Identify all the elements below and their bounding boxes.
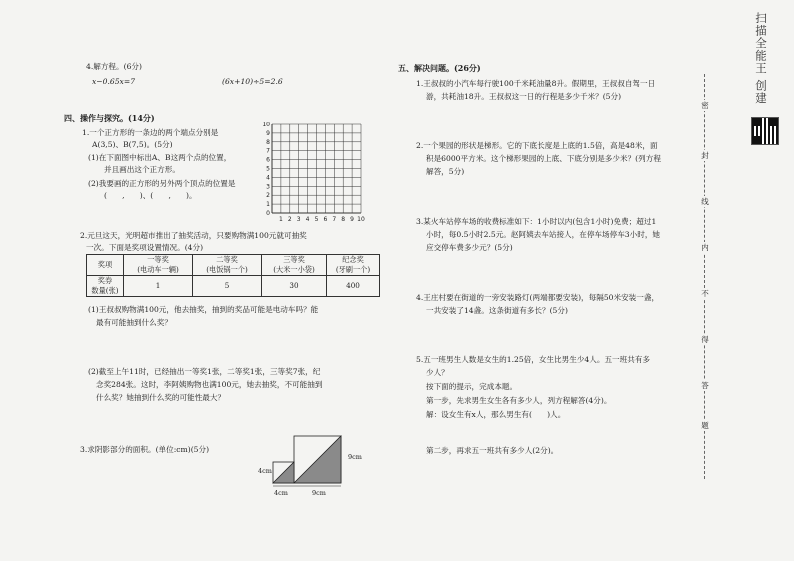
seal-char: 内 — [697, 242, 713, 253]
table-cell: 30 — [262, 276, 327, 297]
grid-y-tick-label: 4 — [266, 174, 270, 182]
q2-sub2-line3: 什么奖？她抽到什么奖的可能性最大？ — [96, 393, 226, 402]
table-cell: 400 — [327, 276, 380, 297]
p1-line2: 游，共耗油18升。王叔叔这一日的行程是多少千米？(5分) — [426, 92, 622, 101]
grid-y-tick-label: 8 — [266, 138, 270, 146]
grid-y-tick-label: 3 — [266, 183, 270, 191]
grid-x-tick-label: 3 — [296, 216, 301, 223]
table-header-cell: 一等奖 (电动车一辆) — [124, 255, 193, 276]
q4-equation-1: x−0.65x=7 — [92, 77, 136, 86]
grid-y-tick-label: 0 — [266, 210, 270, 217]
table-header-cell: 三等奖 (大米一小袋) — [262, 255, 327, 276]
q2-sub1-line2: 最有可能抽到什么奖？ — [96, 318, 172, 327]
table-header-cell: 二等奖 (电饭锅一个) — [193, 255, 262, 276]
seal-char: 得 — [697, 334, 713, 345]
q2-sub2-line1: (2)截至上午11时，已经抽出一等奖1张，二等奖1张，三等奖7张，纪 — [88, 367, 321, 376]
p1-line1: 1.王叔叔的小汽车每行驶100千米耗油量8升。假期里，王叔叔自驾一日 — [416, 79, 656, 88]
grid-y-tick-label: 1 — [266, 201, 270, 209]
grid-y-tick-label: 9 — [266, 129, 270, 137]
grid-y-tick-label: 2 — [266, 192, 270, 200]
p5-line6: 第二步，再求五一班共有多少人(2分)。 — [426, 446, 559, 455]
p5-line1: 5.五一班男生人数是女生的1.25倍，女生比男生少4人。五一班共有多 — [416, 355, 651, 364]
q1-line3: (1)在下面图中标出A、B这两个点的位置， — [88, 153, 232, 162]
p5-line5: 解：设女生有x人，那么男生有( )人。 — [426, 410, 566, 419]
table-header-row — [87, 255, 380, 276]
seal-char: 线 — [697, 196, 713, 207]
table-row — [87, 276, 380, 297]
seal-char: 密 — [697, 100, 713, 111]
grid-y-tick-label: 6 — [266, 156, 270, 164]
seal-char: 封 — [697, 150, 713, 161]
seal-char: 题 — [697, 420, 713, 431]
grid-x-tick-label: 6 — [323, 216, 328, 223]
seal-line — [704, 74, 707, 479]
q3-title: 3.求阴影部分的面积。(单位:cm)(5分) — [80, 445, 210, 454]
q4-equation-2: (6x+10)÷5=2.6 — [222, 77, 283, 86]
q1-line5: (2)我要画的正方形的另外两个顶点的位置是 — [88, 179, 236, 188]
q1-line6: ( , )、( , )。 — [104, 191, 197, 200]
prize-table — [86, 254, 380, 297]
q2-line2: 一次。下面是奖项设置情况。(4分) — [86, 243, 204, 252]
grid-y-tick-label: 7 — [266, 147, 270, 155]
grid-x-tick-label: 9 — [350, 216, 355, 223]
p4-line1: 4.王庄村要在街道的一旁安装路灯(两端都要安装)，每隔50米安装一盏， — [416, 293, 660, 302]
q1-line2: A(3,5)、B(7,5)。(5分) — [92, 140, 173, 149]
p5-line3: 按下面的提示，完成本题。 — [426, 382, 518, 391]
p3-line1: 3.某火车站停车场的收费标准如下：1小时以内(包含1小时)免费；超过1 — [416, 217, 657, 226]
qr-code-icon — [752, 118, 778, 144]
q1-line4: 并且画出这个正方形。 — [104, 165, 180, 174]
table-cell: 5 — [193, 276, 262, 297]
grid-lines — [272, 124, 361, 213]
table-row-label: 奖券 数量(张) — [87, 276, 124, 297]
seal-char: 答 — [697, 380, 713, 391]
section5-title: 五、解决问题。(26分) — [398, 63, 481, 73]
p3-line2: 小时，每0.5小时2.5元。赵阿姨去车站接人，在停车场停车3小时，她 — [426, 230, 661, 239]
seal-char: 不 — [697, 288, 713, 299]
grid-x-tick-label: 4 — [305, 216, 310, 223]
section4-title: 四、操作与探究。(14分) — [64, 113, 155, 123]
p2-line1: 2.一个果园的形状是梯形。它的下底长度是上底的1.5倍，高是48米，面 — [416, 141, 658, 150]
coordinate-grid[interactable] — [262, 122, 368, 226]
p5-line4: 第一步，先求男生女生各有多少人，列方程解答(4分)。 — [426, 396, 612, 405]
figure-label-left: 4cm — [258, 467, 272, 475]
figure-label-right: 9cm — [348, 453, 362, 461]
p4-line2: 一共安装了14盏。这条街道有多长？(5分) — [426, 306, 568, 315]
grid-x-tick-label: 8 — [341, 216, 346, 223]
table-cell: 1 — [124, 276, 193, 297]
p2-line2: 积是6000平方米。这个梯形果园的上底、下底分别是多少米？(列方程 — [426, 154, 661, 163]
watermark-brand: 扫描全能王 创建 — [754, 12, 768, 105]
grid-x-tick-label: 7 — [332, 216, 337, 223]
grid-x-tick-label: 1 — [278, 216, 283, 223]
grid-y-tick-label: 5 — [266, 165, 270, 173]
grid-x-tick-label: 5 — [314, 216, 319, 223]
q2-line1: 2.元旦这天，光明超市推出了抽奖活动，只要购物满100元就可抽奖 — [80, 231, 307, 240]
grid-y-tick-label: 10 — [262, 122, 270, 128]
p3-line3: 应交停车费多少元？(5分) — [426, 243, 513, 252]
grid-x-tick-label: 10 — [357, 216, 365, 223]
q1-line1: 1.一个正方形的一条边的两个端点分别是 — [82, 128, 219, 137]
q4-title: 4.解方程。(6分) — [86, 62, 142, 71]
grid-x-tick-label: 2 — [287, 216, 292, 223]
q2-sub1-line1: (1)王叔叔购物满100元，他去抽奖，抽到的奖品可能是电动车吗？能 — [88, 305, 319, 314]
p5-line2: 少人？ — [426, 368, 449, 377]
figure-label-bottom-2: 9cm — [312, 489, 326, 497]
p2-line3: 解答，5分) — [426, 167, 465, 176]
figure-label-bottom-1: 4cm — [274, 489, 288, 497]
table-header-cell: 奖项 — [87, 255, 124, 276]
shaded-area-figure — [250, 430, 360, 500]
q2-sub2-line2: 念奖284张。这时，李阿姨购物也满100元，她去抽奖，不可能抽到 — [96, 380, 323, 389]
table-header-cell: 纪念奖 (牙刷一个) — [327, 255, 380, 276]
